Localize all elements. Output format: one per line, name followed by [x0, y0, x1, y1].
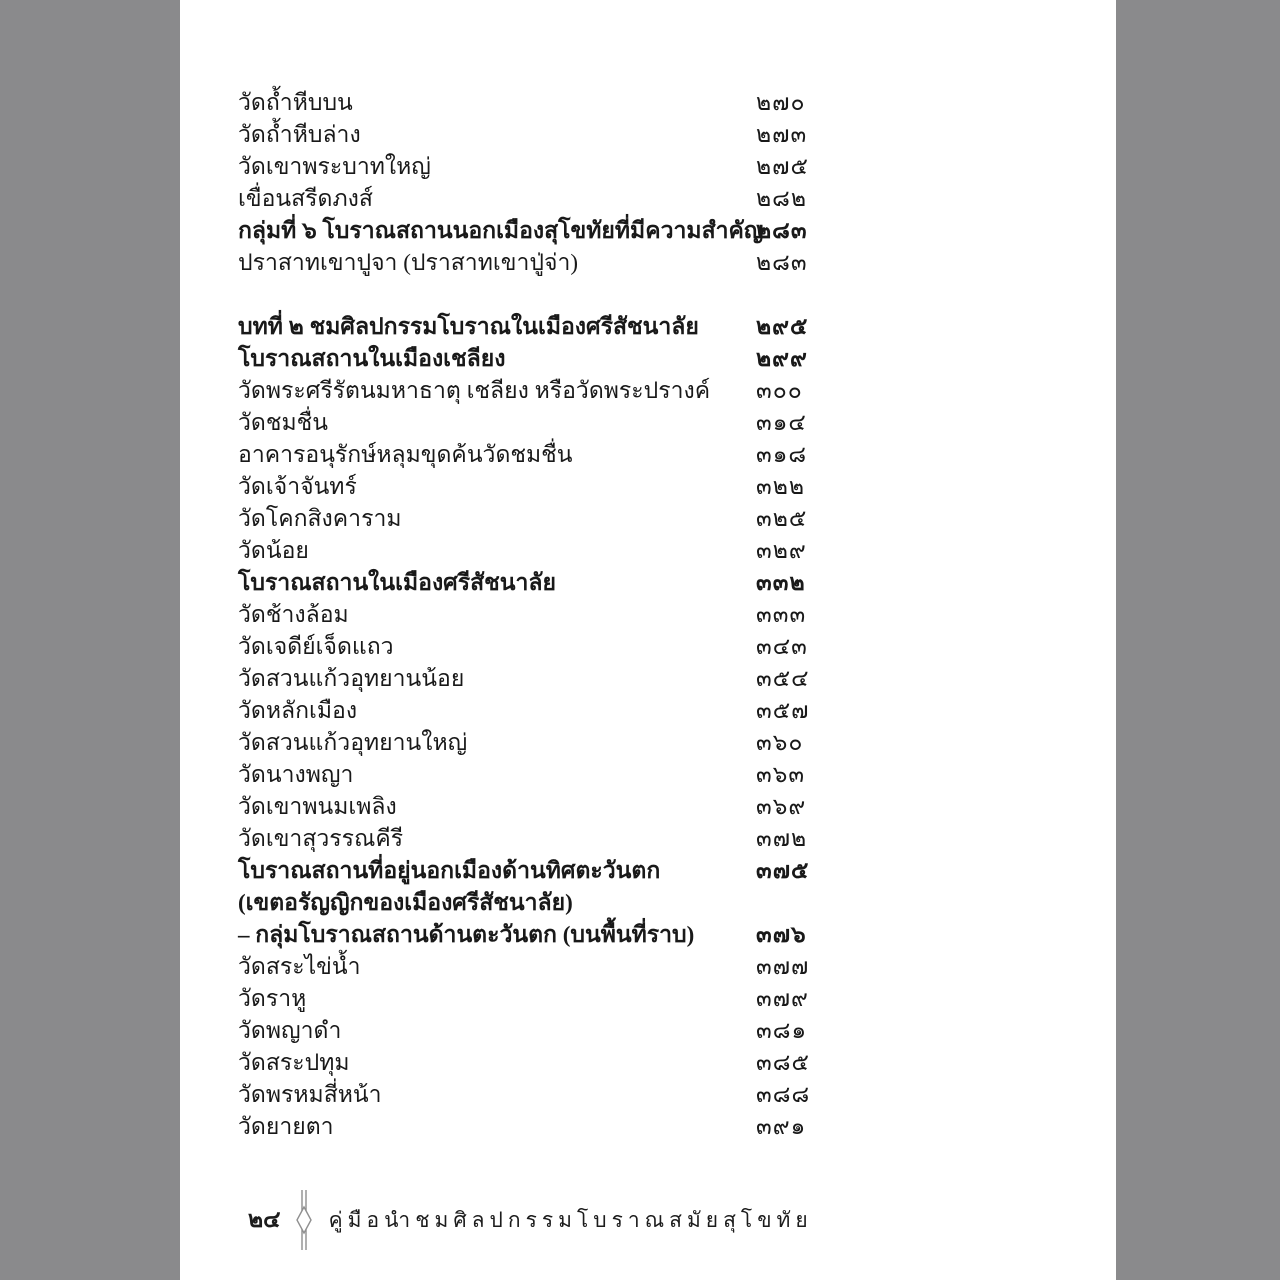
- toc-entry-page: ๓๑๘: [756, 442, 808, 467]
- toc-entry-title: วัดถ้ำหีบบน: [238, 90, 353, 115]
- toc-entry-title: วัดสระไข่น้ำ: [238, 954, 361, 979]
- toc-row: [238, 791, 1068, 823]
- toc-entry-title: บทที่ ๒ ชมศิลปกรรมโบราณในเมืองศรีสัชนาลัย: [238, 314, 699, 339]
- toc-row: [238, 887, 1068, 919]
- toc-row: [238, 407, 1068, 439]
- toc-list: [238, 87, 1068, 1143]
- toc-entry-title: วัดสระปทุม: [238, 1050, 350, 1075]
- toc-entry-page: ๓๗๖: [756, 922, 807, 947]
- toc-entry-page: ๓๔๓: [756, 634, 808, 659]
- toc-row: [238, 567, 1068, 599]
- toc-entry-page: ๓๐๐: [756, 378, 803, 403]
- toc-row: [238, 1079, 1068, 1111]
- footer-book-title: คู่มือนำชมศิลปกรรมโบราณสมัยสุโขทัย: [328, 1207, 813, 1232]
- toc-entry-title: อาคารอนุรักษ์หลุมขุดค้นวัดชมชื่น: [238, 442, 573, 467]
- toc-entry-page: ๒๙๕: [756, 314, 809, 339]
- toc-entry-page: ๓๘๕: [756, 1050, 810, 1075]
- toc-row: [238, 439, 1068, 471]
- toc-entry-title: วัดสวนแก้วอุทยานน้อย: [238, 666, 465, 691]
- toc-entry-page: ๓๗๒: [756, 826, 808, 851]
- toc-row: [238, 1111, 1068, 1143]
- toc-row: [238, 631, 1068, 663]
- toc-entry-page: ๒๙๙: [756, 346, 808, 371]
- toc-entry-page: ๓๖๙: [756, 794, 807, 819]
- toc-row: [238, 375, 1068, 407]
- toc-row: [238, 919, 1068, 951]
- toc-entry-title: โบราณสถานในเมืองเชลียง: [238, 346, 506, 371]
- toc-row: [238, 855, 1068, 887]
- toc-row: [238, 759, 1068, 791]
- toc-row: [238, 727, 1068, 759]
- toc-entry-page: ๓๗๕: [756, 858, 810, 883]
- toc-entry-title: วัดเจ้าจันทร์: [238, 474, 357, 499]
- toc-row: [238, 503, 1068, 535]
- toc-entry-page: ๓๖๓: [756, 762, 806, 787]
- toc-entry-title: วัดเขาพนมเพลิง: [238, 794, 397, 819]
- toc-entry-title: วัดเขาสุวรรณคีรี: [238, 826, 404, 851]
- toc-entry-page: ๒๘๓: [756, 250, 808, 275]
- toc-entry-page: ๒๗๓: [756, 122, 808, 147]
- toc-entry-title: วัดพระศรีรัตนมหาธาตุ เชลียง หรือวัดพระปรางค์: [238, 378, 711, 403]
- toc-row: [238, 535, 1068, 567]
- toc-entry-page: ๒๘๒: [756, 186, 808, 211]
- toc-entry-title: วัดหลักเมือง: [238, 698, 358, 723]
- toc-entry-page: ๒๘๓: [756, 218, 808, 243]
- toc-row: [238, 1047, 1068, 1079]
- toc-row: [238, 343, 1068, 375]
- toc-entry-title: – กลุ่มโบราณสถานด้านตะวันตก (บนพื้นที่ราบ): [238, 922, 695, 947]
- toc-entry-page: ๒๗๐: [756, 90, 806, 115]
- toc-entry-title: วัดนางพญา: [238, 762, 354, 787]
- toc-entry-title: (เขตอรัญญิกของเมืองศรีสัชนาลัย): [238, 890, 573, 915]
- divider-ornament-icon: [293, 1188, 315, 1252]
- toc-entry-page: ๓๒๒: [756, 474, 806, 499]
- toc-entry-title: วัดสวนแก้วอุทยานใหญ่: [238, 730, 468, 755]
- toc-entry-title: เขื่อนสรีดภงส์: [238, 186, 373, 211]
- toc-entry-page: ๓๓๓: [756, 602, 807, 627]
- toc-row: [238, 87, 1068, 119]
- toc-entry-title: วัดพรหมสี่หน้า: [238, 1082, 382, 1107]
- toc-entry-title: กลุ่มที่ ๖ โบราณสถานนอกเมืองสุโขทัยที่มีความสำคัญ: [238, 218, 764, 243]
- toc-row: [238, 1015, 1068, 1047]
- toc-row: [238, 471, 1068, 503]
- toc-entry-title: วัดโคกสิงคาราม: [238, 506, 402, 531]
- toc-entry-page: ๓๒๙: [756, 538, 807, 563]
- toc-entry-page: ๓๖๐: [756, 730, 804, 755]
- toc-entry-title: วัดราหู: [238, 986, 307, 1011]
- toc-entry-page: ๓๕๔: [756, 666, 810, 691]
- toc-entry-title: วัดชมชื่น: [238, 410, 328, 435]
- toc-row: [238, 119, 1068, 151]
- book-page: [180, 0, 1116, 1280]
- toc-row: [238, 663, 1068, 695]
- toc-row: [238, 951, 1068, 983]
- toc-row: [238, 599, 1068, 631]
- toc-entry-page: ๒๗๕: [756, 154, 809, 179]
- toc-entry-title: วัดพญาดำ: [238, 1018, 342, 1043]
- toc-entry-page: ๓๗๗: [756, 954, 810, 979]
- toc-entry-title: วัดยายตา: [238, 1114, 334, 1139]
- toc-row: [238, 151, 1068, 183]
- toc-row: [238, 695, 1068, 727]
- toc-row: [238, 247, 1068, 279]
- toc-entry-title: วัดเจดีย์เจ็ดแถว: [238, 634, 394, 659]
- toc-entry-title: วัดช้างล้อม: [238, 602, 349, 627]
- toc-row: [238, 183, 1068, 215]
- toc-entry-title: โบราณสถานในเมืองศรีสัชนาลัย: [238, 570, 556, 595]
- toc-entry-page: ๓๙๑: [756, 1114, 807, 1139]
- toc-entry-title: ปราสาทเขาปูจา (ปราสาทเขาปู่จ่า): [238, 250, 579, 275]
- toc-entry-page: ๓๓๒: [756, 570, 806, 595]
- toc-entry-title: วัดน้อย: [238, 538, 309, 563]
- toc-entry-title: วัดเขาพระบาทใหญ่: [238, 154, 431, 179]
- toc-row: [238, 311, 1068, 343]
- toc-row: [238, 215, 1068, 247]
- toc-row: [238, 823, 1068, 855]
- toc-entry-title: วัดถ้ำหีบล่าง: [238, 122, 361, 147]
- toc-entry-page: ๓๒๕: [756, 506, 808, 531]
- page-footer: [238, 1188, 813, 1252]
- toc-entry-page: ๓๘๑: [756, 1018, 808, 1043]
- toc-entry-page: ๓๗๙: [756, 986, 809, 1011]
- toc-entry-page: ๓๘๘: [756, 1082, 811, 1107]
- toc-entry-title: โบราณสถานที่อยู่นอกเมืองด้านทิศตะวันตก: [238, 858, 661, 883]
- toc-entry-page: ๓๑๔: [756, 410, 807, 435]
- toc-entry-page: ๓๕๗: [756, 698, 810, 723]
- footer-page-number: ๒๔: [248, 1207, 281, 1232]
- toc-row: [238, 983, 1068, 1015]
